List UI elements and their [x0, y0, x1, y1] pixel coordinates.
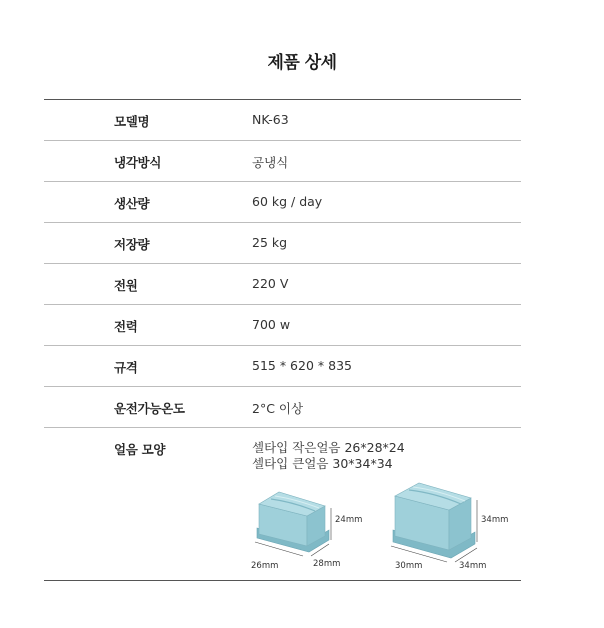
spec-row-power-source — [44, 264, 521, 305]
small-depth-label: 28mm — [313, 559, 341, 569]
large-width-label: 30mm — [395, 561, 423, 570]
spec-row-production — [44, 182, 521, 223]
spec-value: 60 kg / day — [252, 194, 323, 209]
spec-label: 얼음 모양 — [114, 442, 166, 457]
spec-label: 저장량 — [114, 237, 150, 252]
ice-shape-line-large: 셀타입 큰얼음 30*34*34 — [252, 456, 393, 471]
spec-table — [44, 99, 521, 581]
spec-value: 공냉식 — [252, 155, 289, 170]
spec-label: 규격 — [114, 360, 138, 375]
large-depth-label: 34mm — [459, 561, 487, 570]
spec-value: 25 kg — [252, 235, 288, 250]
spec-value: NK-63 — [252, 112, 289, 127]
spec-label: 전력 — [114, 319, 138, 334]
spec-label: 모델명 — [114, 114, 150, 129]
spec-row-dimensions — [44, 346, 521, 387]
spec-row-power — [44, 305, 521, 346]
spec-value: 220 V — [252, 276, 289, 291]
small-ice-cube-illustration — [249, 480, 389, 570]
spec-row-temperature — [44, 387, 521, 428]
spec-value: 700 w — [252, 317, 291, 332]
spec-value: 515 * 620 * 835 — [252, 358, 352, 373]
large-height-label: 34mm — [481, 515, 509, 525]
spec-row-ice-shape — [44, 428, 521, 580]
ice-shape-line-small: 셀타입 작은얼음 26*28*24 — [252, 440, 405, 455]
spec-label: 생산량 — [114, 196, 150, 211]
spec-label: 운전가능온도 — [114, 401, 185, 416]
spec-label: 전원 — [114, 278, 138, 293]
large-ice-cube-illustration — [389, 480, 529, 570]
spec-label: 냉각방식 — [114, 155, 162, 170]
spec-row-cooling — [44, 141, 521, 182]
spec-row-model — [44, 100, 521, 141]
spec-value: 2°C 이상 — [252, 401, 304, 416]
small-height-label: 24mm — [335, 515, 363, 525]
small-width-label: 26mm — [251, 561, 279, 570]
spec-row-storage — [44, 223, 521, 264]
page-title: 제품 상세 — [267, 53, 337, 73]
ice-shape-description — [252, 440, 405, 472]
